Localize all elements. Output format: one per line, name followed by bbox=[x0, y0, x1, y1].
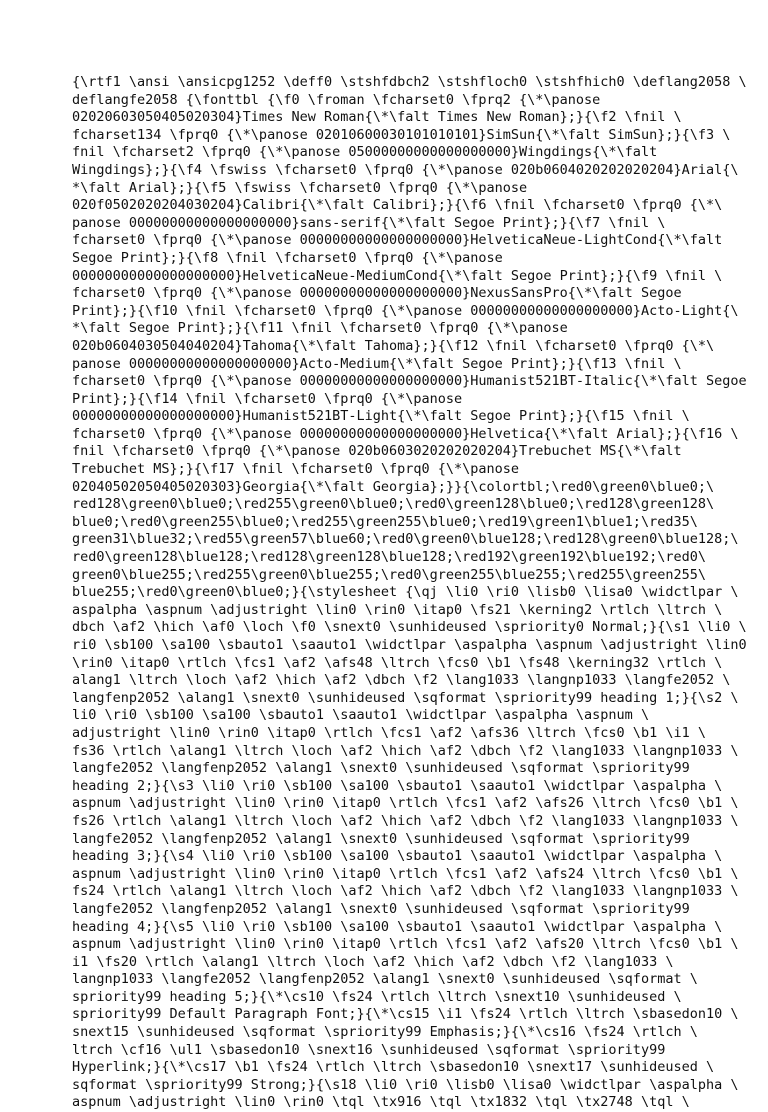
text-line: snext15 \sunhideused \sqformat \spriority99 Emphasis;}{\*\cs16 \fs24 \rtlch \ bbox=[72, 1024, 698, 1041]
text-line: 00000000000000000000}Humanist521BT-Light{\*\falt Segoe Print};}{\f15 \fnil \ bbox=[72, 408, 690, 425]
text-line: green31\blue32;\red55\green57\blue60;\red0\green0\blue128;\red128\green0\blue128;\ bbox=[72, 531, 739, 548]
text-line: spriority99 heading 5;}{\*\cs10 \fs24 \rtlch \ltrch \snext10 \sunhideused \ bbox=[72, 988, 682, 1005]
text-line: *\falt Arial};}{\f5 \fswiss \fcharset0 \fprq0 {\*\panose bbox=[72, 179, 528, 196]
text-line: dbch \af2 \hich \af0 \loch \f0 \snext0 \sunhideused \spriority0 Normal;}{\s1 \li0 \ bbox=[72, 619, 747, 636]
text-line: fcharset0 \fprq0 {\*\panose 00000000000000000000}HelveticaNeue-LightCond{\*\falt bbox=[72, 232, 723, 249]
text-line: panose 00000000000000000000}sans-serif{\*\falt Segoe Print};}{\f7 \fnil \ bbox=[72, 214, 666, 231]
text-line: Segoe Print};}{\f8 \fnil \fcharset0 \fprq0 {\*\panose bbox=[72, 249, 503, 266]
text-line: fcharset0 \fprq0 {\*\panose 00000000000000000000}NexusSansPro{\*\falt Segoe bbox=[72, 285, 682, 302]
text-line: Print};}{\f10 \fnil \fcharset0 \fprq0 {\*\panose 00000000000000000000}Acto-Light{\ bbox=[72, 302, 739, 319]
text-line: aspnum \adjustright \lin0 \rin0 \itap0 \rtlch \fcs1 \af2 \afs20 \ltrch \fcs0 \b1 \ bbox=[72, 936, 739, 953]
text-line: langnp1033 \langfe2052 \langfenp2052 \alang1 \snext0 \sunhideused \sqformat \ bbox=[72, 971, 698, 988]
text-line: langfenp2052 \alang1 \snext0 \sunhideused \sqformat \spriority99 heading 1;}{\s2 \ bbox=[72, 689, 739, 706]
text-line: alang1 \ltrch \loch \af2 \hich \af2 \dbch \f2 \lang1033 \langnp1033 \langfe2052 \ bbox=[72, 672, 731, 689]
text-line: fnil \fcharset0 \fprq0 {\*\panose 020b0603020202020204}Trebuchet MS{\*\falt bbox=[72, 443, 682, 460]
text-line: Print};}{\f14 \fnil \fcharset0 \fprq0 {\*\panose bbox=[72, 390, 463, 407]
text-line: fcharset0 \fprq0 {\*\panose 00000000000000000000}Helvetica{\*\falt Arial};}{\f16 \ bbox=[72, 425, 739, 442]
text-line: adjustright \lin0 \rin0 \itap0 \rtlch \fcs1 \af2 \afs36 \ltrch \fcs0 \b1 \i1 \ bbox=[72, 724, 706, 741]
text-line: 00000000000000000000}HelveticaNeue-MediumCond{\*\falt Segoe Print};}{\f9 \fnil \ bbox=[72, 267, 723, 284]
text-line: heading 3;}{\s4 \li0 \ri0 \sb100 \sa100 \sbauto1 \saauto1 \widctlpar \aspalpha \ bbox=[72, 848, 723, 865]
text-line: green0\blue255;\red255\green0\blue255;\red0\green255\blue255;\red255\green255\ bbox=[72, 566, 706, 583]
text-line: 02020603050405020304}Times New Roman{\*\falt Times New Roman};}{\f2 \fnil \ bbox=[72, 109, 682, 126]
text-line: i1 \fs20 \rtlch \alang1 \ltrch \loch \af2 \hich \af2 \dbch \f2 \lang1033 \ bbox=[72, 953, 674, 970]
text-line: aspalpha \aspnum \adjustright \lin0 \rin0 \itap0 \fs21 \kerning2 \rtlch \ltrch \ bbox=[72, 601, 723, 618]
text-line: heading 2;}{\s3 \li0 \ri0 \sb100 \sa100 \sbauto1 \saauto1 \widctlpar \aspalpha \ bbox=[72, 777, 723, 794]
text-line: fs36 \rtlch \alang1 \ltrch \loch \af2 \hich \af2 \dbch \f2 \lang1033 \langnp1033 \ bbox=[72, 742, 739, 759]
text-line: *\falt Segoe Print};}{\f11 \fnil \fcharset0 \fprq0 {\*\panose bbox=[72, 320, 568, 337]
text-line: fcharset134 \fprq0 {\*\panose 02010600030101010101}SimSun{\*\falt SimSun};}{\f3 \ bbox=[72, 126, 731, 143]
text-line: 020f0502020204030204}Calibri{\*\falt Calibri};}{\f6 \fnil \fcharset0 \fprq0 {\*\ bbox=[72, 197, 723, 214]
text-line: langfe2052 \langfenp2052 \alang1 \snext0 \sunhideused \sqformat \spriority99 bbox=[72, 830, 690, 847]
text-line: fcharset0 \fprq0 {\*\panose 00000000000000000000}Humanist521BT-Italic{\*\falt Segoe bbox=[72, 373, 747, 390]
text-line: Hyperlink;}{\*\cs17 \b1 \fs24 \rtlch \ltrch \sbasedon10 \snext17 \sunhideused \ bbox=[72, 1059, 715, 1076]
text-line: Wingdings};}{\f4 \fswiss \fcharset0 \fprq0 {\*\panose 020b0604020202020204}Arial{\ bbox=[72, 161, 739, 178]
text-line: Trebuchet MS};}{\f17 \fnil \fcharset0 \fprq0 {\*\panose bbox=[72, 461, 520, 478]
text-line: blue255;\red0\green0\blue0;}{\stylesheet {\qj \li0 \ri0 \lisb0 \lisa0 \widctlpar \ bbox=[72, 584, 739, 601]
text-line: {\rtf1 \ansi \ansicpg1252 \deff0 \stshfdbch2 \stshfloch0 \stshfhich0 \deflang2058 \ bbox=[72, 74, 747, 90]
text-line: red0\green128\blue128;\red128\green128\blue128;\red192\green192\blue192;\red0\ bbox=[72, 549, 706, 566]
text-line: langfe2052 \langfenp2052 \alang1 \snext0 \sunhideused \sqformat \spriority99 bbox=[72, 760, 690, 777]
text-line: 020b0604030504040204}Tahoma{\*\falt Tahoma};}{\f12 \fnil \fcharset0 \fprq0 {\*\ bbox=[72, 337, 715, 354]
text-line: li0 \ri0 \sb100 \sa100 \sbauto1 \saauto1 \widctlpar \aspalpha \aspnum \ bbox=[72, 707, 650, 724]
text-line: fs26 \rtlch \alang1 \ltrch \loch \af2 \hich \af2 \dbch \f2 \lang1033 \langnp1033 \ bbox=[72, 812, 739, 829]
text-line: fs24 \rtlch \alang1 \ltrch \loch \af2 \hich \af2 \dbch \f2 \lang1033 \langnp1033 \ bbox=[72, 883, 739, 900]
text-line: aspnum \adjustright \lin0 \rin0 \itap0 \rtlch \fcs1 \af2 \afs24 \ltrch \fcs0 \b1 \ bbox=[72, 865, 739, 882]
text-line: deflangfe2058 {\fonttbl {\f0 \froman \fcharset0 \fprq2 {\*\panose bbox=[72, 91, 601, 108]
text-line: red128\green0\blue0;\red255\green0\blue0;\red0\green128\blue0;\red128\green128\ bbox=[72, 496, 715, 513]
text-line: langfe2052 \langfenp2052 \alang1 \snext0 \sunhideused \sqformat \spriority99 bbox=[72, 900, 690, 917]
text-line: 02040502050405020303}Georgia{\*\falt Georgia};}}{\colortbl;\red0\green0\blue0;\ bbox=[72, 478, 715, 495]
text-line: ltrch \cf16 \ul1 \sbasedon10 \snext16 \sunhideused \sqformat \spriority99 bbox=[72, 1041, 666, 1058]
text-line: panose 00000000000000000000}Acto-Medium{\*\falt Segoe Print};}{\f13 \fnil \ bbox=[72, 355, 682, 372]
text-line: blue0;\red0\green255\blue0;\red255\green255\blue0;\red19\green1\blue1;\red35\ bbox=[72, 513, 698, 530]
text-line: aspnum \adjustright \lin0 \rin0 \itap0 \rtlch \fcs1 \af2 \afs26 \ltrch \fcs0 \b1 \ bbox=[72, 795, 739, 812]
text-line: \rin0 \itap0 \rtlch \fcs1 \af2 \afs48 \ltrch \fcs0 \b1 \fs48 \kerning32 \rtlch \ bbox=[72, 654, 723, 671]
rtf-source-text bbox=[72, 74, 747, 1112]
text-line: aspnum \adjustright \lin0 \rin0 \tql \tx916 \tql \tx1832 \tql \tx2748 \tql \ bbox=[72, 1094, 690, 1111]
text-line: fnil \fcharset2 \fprq0 {\*\panose 05000000000000000000}Wingdings{\*\falt bbox=[72, 144, 658, 161]
text-line: heading 4;}{\s5 \li0 \ri0 \sb100 \sa100 \sbauto1 \saauto1 \widctlpar \aspalpha \ bbox=[72, 918, 723, 935]
text-line: spriority99 Default Paragraph Font;}{\*\cs15 \i1 \fs24 \rtlch \ltrch \sbasedon10 \ bbox=[72, 1006, 739, 1023]
text-line: ri0 \sb100 \sa100 \sbauto1 \saauto1 \widctlpar \aspalpha \aspnum \adjustright \lin0 bbox=[72, 637, 747, 653]
text-line: sqformat \spriority99 Strong;}{\s18 \li0 \ri0 \lisb0 \lisa0 \widctlpar \aspalpha \ bbox=[72, 1076, 739, 1093]
